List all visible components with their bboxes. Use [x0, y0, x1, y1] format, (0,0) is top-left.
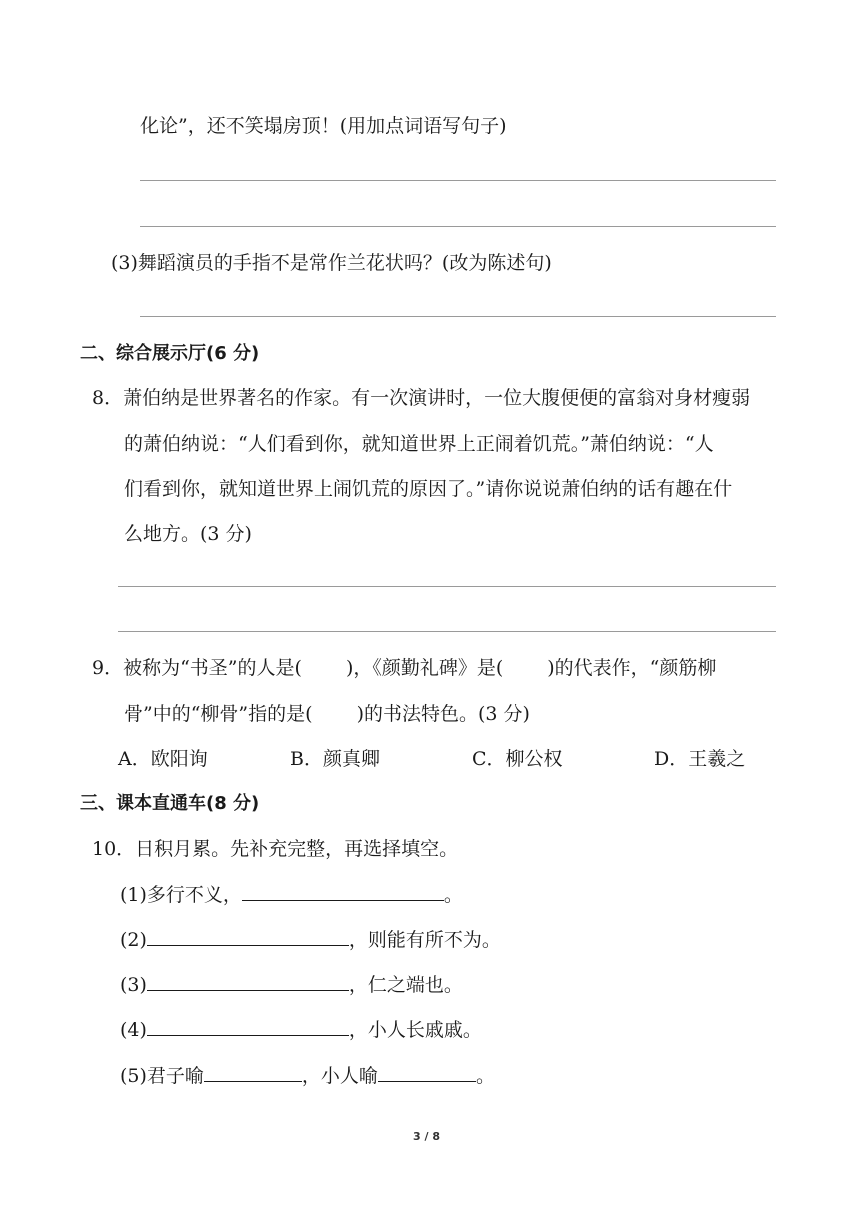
fill-blank[interactable] — [242, 882, 444, 901]
fill-blank[interactable] — [147, 1017, 349, 1036]
q10-text: ，小人喻 — [301, 1065, 378, 1087]
q8-line-3: 们看到你，就知道世界上闹饥荒的原因了。”请你说说萧伯纳的话有趣在什 — [124, 478, 733, 500]
q9-text: )的代表作，“颜筋柳 — [547, 657, 717, 679]
q10-stem: 10．日积月累。先补充完整，再选择填空。 — [92, 838, 459, 860]
fill-blank[interactable] — [378, 1063, 476, 1082]
q9-text: )的书法特色。(3 分) — [356, 703, 530, 725]
answer-line[interactable] — [118, 631, 776, 632]
q10-text: ，小人长戚戚。 — [348, 1019, 482, 1041]
q10-text: (5)君子喻 — [120, 1065, 204, 1087]
q10-item-2 — [120, 927, 501, 952]
q10-text: 。 — [443, 884, 463, 906]
q7-continuation-text: 化论”，还不笑塌房顶！(用加点词语写句子) — [140, 115, 507, 137]
q10-item-4 — [120, 1017, 482, 1042]
q10-text: (1)多行不义， — [120, 884, 242, 906]
q10-item-3 — [120, 972, 463, 997]
q9-text: )，《颜勤礼碑》是( — [345, 657, 504, 679]
q10-item-1 — [120, 882, 463, 907]
q9-option-b[interactable]: B．颜真卿 — [290, 748, 380, 770]
q10-text: (3) — [120, 974, 147, 996]
q7-sub3-text: (3)舞蹈演员的手指不是常作兰花状吗？(改为陈述句) — [111, 252, 552, 274]
answer-line[interactable] — [140, 226, 776, 227]
q9-line-1 — [92, 656, 716, 680]
answer-line[interactable] — [118, 586, 776, 587]
fill-blank[interactable] — [147, 972, 349, 991]
fill-blank[interactable] — [204, 1063, 302, 1082]
q10-item-5 — [120, 1063, 495, 1088]
q8-line-1: 8．萧伯纳是世界著名的作家。有一次演讲时，一位大腹便便的富翁对身材瘦弱 — [92, 387, 751, 409]
section-2-heading: 二、综合展示厅(6 分) — [80, 343, 260, 364]
section-3-heading: 三、课本直通车(8 分) — [80, 793, 260, 814]
q9-text: 骨”中的“柳骨”指的是( — [124, 703, 313, 725]
q10-text: ，则能有所不为。 — [348, 929, 501, 951]
answer-line[interactable] — [140, 180, 776, 181]
q8-line-4: 么地方。(3 分) — [124, 523, 252, 545]
q10-text: (4) — [120, 1019, 147, 1041]
q10-text: (2) — [120, 929, 147, 951]
q10-text: 。 — [475, 1065, 495, 1087]
q9-text: 9．被称为“书圣”的人是( — [92, 657, 302, 679]
q9-line-2 — [124, 702, 530, 726]
q8-line-2: 的萧伯纳说：“人们看到你，就知道世界上正闹着饥荒。”萧伯纳说：“人 — [124, 433, 714, 455]
q9-option-d[interactable]: D．王羲之 — [654, 748, 746, 770]
fill-blank[interactable] — [147, 927, 349, 946]
q9-option-a[interactable]: A．欧阳询 — [118, 748, 208, 770]
q10-text: ，仁之端也。 — [348, 974, 463, 996]
page-number: 3 / 8 — [413, 1130, 440, 1143]
q9-option-c[interactable]: C．柳公权 — [472, 748, 563, 770]
answer-line[interactable] — [140, 316, 776, 317]
